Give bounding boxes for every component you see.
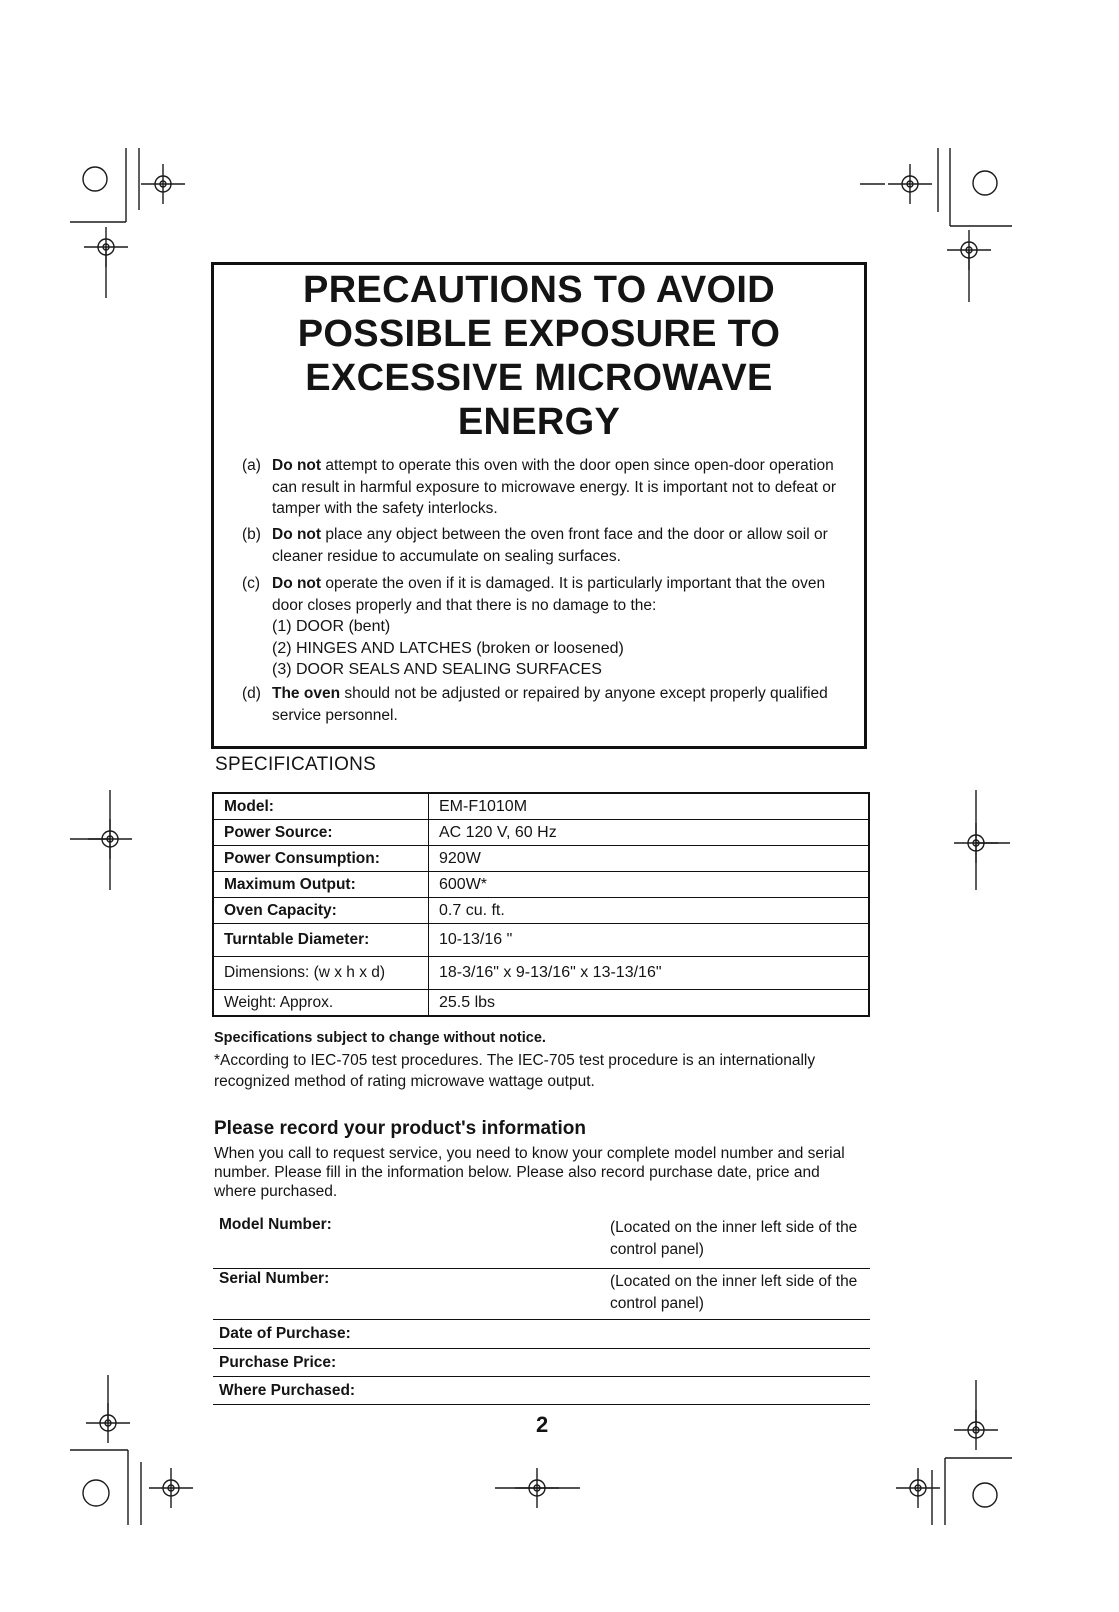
damage-item-hinges: (2) HINGES AND LATCHES (broken or loosened): [272, 639, 624, 657]
record-heading: Please record your product's information: [214, 1118, 586, 1139]
precautions-box: [211, 262, 867, 749]
record-field-date-of-purchase: Date of Purchase:: [213, 1319, 870, 1349]
damage-item-seals: (3) DOOR SEALS AND SEALING SURFACES: [272, 661, 602, 678]
record-field-serial-number: Serial Number: (Located on the inner left side of the control panel): [213, 1268, 870, 1320]
record-intro: When you call to request service, you need to know your complete model number and serial number. Please fill in the information below. Please also record purchase date, price and where purchased.: [214, 1145, 845, 1200]
precaution-item-b: (b) Do not place any object between the oven front face and the door or allow soil or cleaner residue to accumulate on sealing surfaces.: [242, 526, 828, 565]
registration-target-icon: [83, 167, 107, 191]
table-row: Model: EM-F1010M: [213, 793, 869, 820]
spec-notice: Specifications subject to change without notice.: [214, 1030, 546, 1046]
damage-item-door: (1) DOOR (bent): [272, 618, 391, 635]
table-row: Power Source: AC 120 V, 60 Hz: [213, 820, 869, 846]
table-row: Maximum Output: 600W*: [213, 872, 869, 898]
precautions-title-line-4: ENERGY: [457, 401, 621, 443]
record-field-model-number: Model Number: (Located on the inner left side of the control panel): [213, 1214, 870, 1269]
record-field-where-purchased: Where Purchased:: [213, 1376, 870, 1405]
precautions-title-line-1: PRECAUTIONS TO AVOID: [303, 269, 775, 311]
precaution-item-a: (a) Do not attempt to operate this oven with the door open since open-door operation can result in harmful exposure to microwave energy. It is important not to defeat or tamper with the safety interlocks.: [242, 457, 837, 517]
table-row: Power Consumption: 920W: [213, 846, 869, 872]
precautions-title-line-2: POSSIBLE EXPOSURE TO: [297, 313, 781, 355]
table-row: Turntable Diameter: 10-13/16 ": [213, 924, 869, 957]
precautions-title-line-3: EXCESSIVE MICROWAVE: [305, 357, 773, 399]
spec-footnote: *According to IEC-705 test procedures. The IEC-705 test procedure is an internationally recognized method of rating microwave wattage output.: [214, 1052, 816, 1090]
table-row: Oven Capacity: 0.7 cu. ft.: [213, 898, 869, 924]
table-row: Dimensions: (w x h x d) 18-3/16" x 9-13/16" x 13-13/16": [213, 957, 869, 990]
record-field-purchase-price: Purchase Price:: [213, 1348, 870, 1377]
precaution-item-d: (d) The oven should not be adjusted or repaired by anyone except properly qualified service personnel.: [242, 685, 828, 724]
table-row: Weight: Approx. 25.5 lbs: [213, 990, 869, 1017]
page-number: 2: [536, 1412, 549, 1437]
specifications-table: [212, 792, 870, 1017]
precaution-item-c: (c) Do not operate the oven if it is damaged. It is particularly important that the oven door closes properly and that there is no damage to the: (1) DOOR (bent) (2) HINGES AND LATCHES (broken or loosened) (3) DOOR SEALS AND SEALING SURFACES: [242, 573, 852, 681]
specifications-heading: SPECIFICATIONS: [215, 754, 377, 775]
